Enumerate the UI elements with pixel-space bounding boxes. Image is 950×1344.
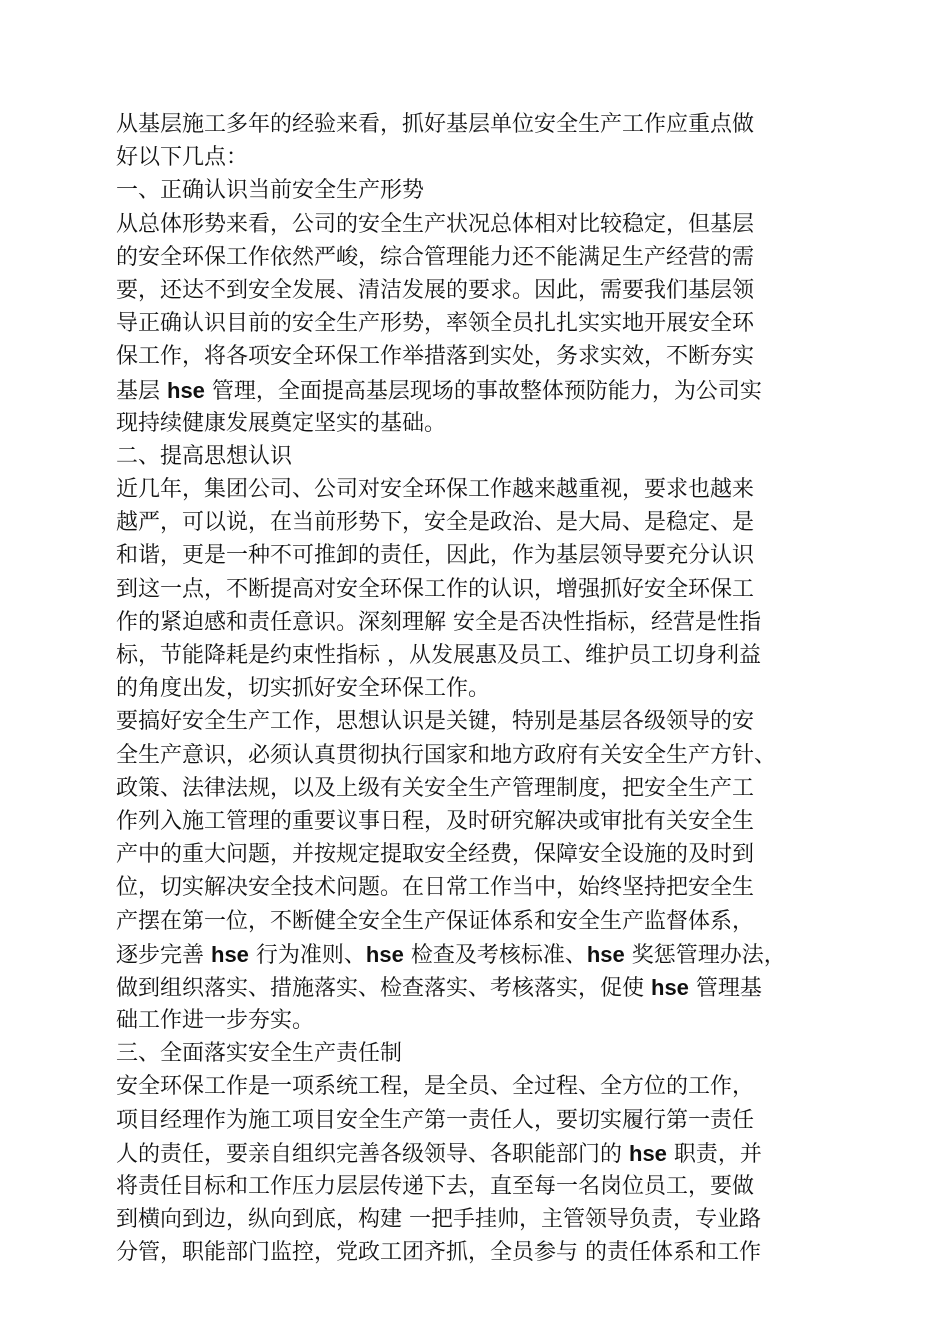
text-line: 作的紧迫感和责任意识。深刻理解 安全是否决性指标，经营是性指: [116, 609, 761, 635]
document-body: [116, 108, 856, 1270]
hse-term: hse: [365, 941, 404, 967]
text-line: 标，节能降耗是约束性指标 ，从发展惠及员工、维护员工切身利益: [116, 643, 761, 668]
text-line: 越严，可以说，在当前形势下，安全是政治、是大局、是稳定、是: [116, 510, 755, 536]
text-line: 分管，职能部门监控，党政工团齐抓，全员参与 的责任体系和工作: [116, 1240, 761, 1266]
text-line: 基层 hse 管理，全面提高基层现场的事故整体预防能力，为公司实: [116, 377, 762, 404]
text-line: 到这一点，不断提高对安全环保工作的认识，增强抓好安全环保工: [116, 576, 755, 602]
text-line: 位，切实解决安全技术问题。在日常工作当中，始终坚持把安全生: [116, 875, 755, 901]
text-line: 要，还达不到安全发展、清洁发展的要求。因此，需要我们基层领: [116, 277, 755, 303]
text-line: 保工作，将各项安全环保工作举措落到实处，务求实效，不断夯实: [116, 344, 755, 370]
text-line: 三、全面落实安全生产责任制: [116, 1041, 403, 1067]
text-line: 从基层施工多年的经验来看，抓好基层单位安全生产工作应重点做: [116, 112, 755, 137]
text-line: 和谐，更是一种不可推卸的责任，因此，作为基层领导要充分认识: [116, 543, 755, 569]
hse-term: hse: [167, 377, 205, 403]
text-line: 现持续健康发展奠定坚实的基础。: [116, 410, 447, 436]
text-line: 作列入施工管理的重要议事日程，及时研究解决或审批有关安全生: [116, 808, 755, 834]
text-line: 项目经理作为施工项目安全生产第一责任人，要切实履行第一责任: [116, 1107, 755, 1133]
text-line: 二、提高思想认识: [116, 443, 293, 469]
text-line: 从总体形势来看，公司的安全生产状况总体相对比较稳定，但基层: [116, 211, 755, 237]
text-line: 近几年，集团公司、公司对安全环保工作越来越重视，要求也越来: [116, 477, 755, 503]
text-line: 础工作进一步夯实。: [116, 1008, 315, 1034]
hse-term: hse: [211, 941, 249, 967]
text-line: 产中的重大问题，并按规定提取安全经费，保障安全设施的及时到: [116, 842, 755, 868]
text-line: 的安全环保工作依然严峻，综合管理能力还不能满足生产经营的需: [116, 244, 755, 270]
text-line: 安全环保工作是一项系统工程，是全员、全过程、全方位的工作，: [116, 1074, 755, 1100]
text-line: 一、正确认识当前安全生产形势: [116, 178, 425, 204]
text-line: 要搞好安全生产工作，思想认识是关键，特别是基层各级领导的安: [116, 709, 755, 735]
hse-term: hse: [586, 941, 625, 967]
text-line: 的角度出发，切实抓好安全环保工作。: [116, 676, 491, 702]
text-line: 人的责任，要亲自组织完善各级领导、各职能部门的 hse 职责，并: [116, 1140, 762, 1167]
hse-term: hse: [651, 974, 689, 1000]
text-line: 做到组织落实、措施落实、检查落实、考核落实，促使 hse 管理基: [116, 974, 762, 1001]
text-line: 导正确认识目前的安全生产形势，率领全员扎扎实实地开展安全环: [116, 311, 755, 337]
text-line: 全生产意识，必须认真贯彻执行国家和地方政府有关安全生产方针、: [116, 742, 777, 768]
hse-term: hse: [629, 1140, 667, 1166]
text-line: 逐步完善 hse 行为准则、hse 检查及考核标准、hse 奖惩管理办法，: [116, 941, 786, 968]
text-line: 好以下几点：: [116, 145, 249, 171]
text-line: 产摆在第一位，不断健全安全生产保证体系和安全生产监督体系，: [116, 908, 755, 934]
text-line: 将责任目标和工作压力层层传递下去，直至每一名岗位员工，要做: [116, 1174, 755, 1199]
text-line: 政策、法律法规，以及上级有关安全生产管理制度，把安全生产工: [116, 775, 755, 801]
text-line: 到横向到边，纵向到底，构建 一把手挂帅，主管领导负责，专业路: [116, 1207, 761, 1233]
